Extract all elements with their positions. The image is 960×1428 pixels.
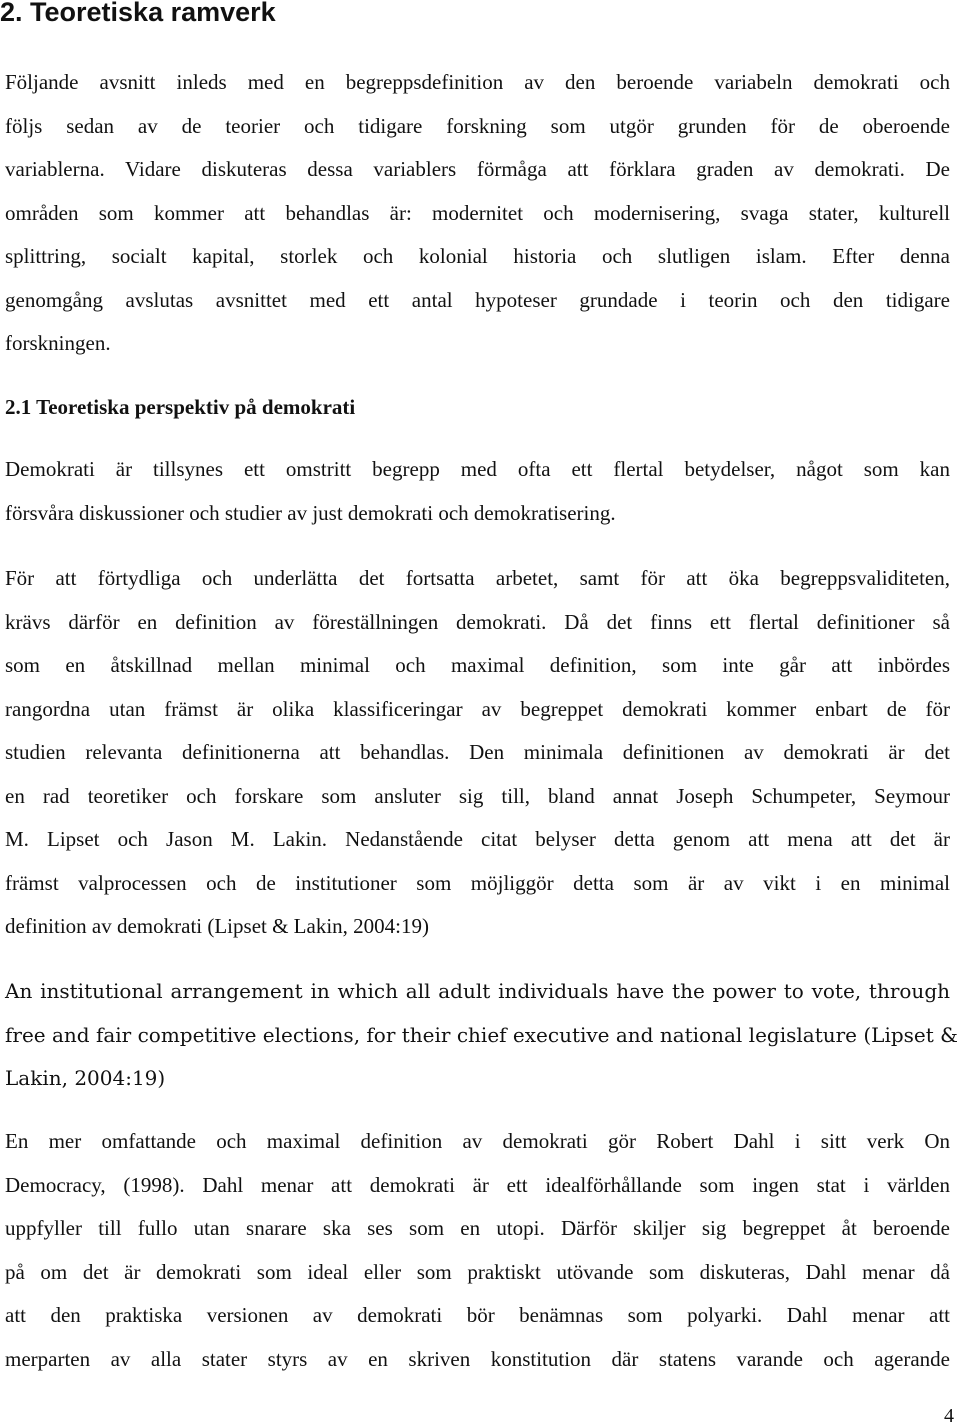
intro-line: forskningen. bbox=[5, 331, 111, 355]
intro-line: variablerna. Vidare diskuteras dessa variablers förmåga att förklara graden av demokrati. De bbox=[5, 157, 950, 181]
subsection-heading: 2.1 Teoretiska perspektiv på demokrati bbox=[5, 395, 356, 419]
block-quote bbox=[5, 970, 958, 1101]
paragraph-line: krävs därför en definition av föreställningen demokrati. Då det finns ett flertal definitioner så bbox=[5, 609, 950, 634]
paragraph-line: En mer omfattande och maximal definition av demokrati gör Robert Dahl i sitt verk On bbox=[5, 1129, 950, 1153]
quote-line: An institutional arrangement in which all adult individuals have the power to vote, through bbox=[5, 979, 950, 1003]
paragraph-line: rangordna utan främst är olika klassificeringar av begreppet demokrati kommer enbart de för bbox=[5, 696, 950, 721]
quote-line: Lakin, 2004:19) bbox=[5, 1066, 166, 1090]
paragraph-line: För att förtydliga och underlätta det fortsatta arbetet, samt för att öka begreppsvaliditeten, bbox=[5, 566, 950, 590]
paragraph-line: försvåra diskussioner och studier av just demokrati och demokratisering. bbox=[5, 500, 616, 525]
paragraph-line: på om det är demokrati som ideal eller som praktiskt utövande som diskuteras, Dahl menar då bbox=[5, 1259, 950, 1284]
paragraph-2 bbox=[5, 557, 950, 949]
intro-line: följs sedan av de teorier och tidigare forskning som utgör grunden för de oberoende bbox=[5, 113, 950, 138]
paragraph-line: definition av demokrati (Lipset & Lakin, 2004:19) bbox=[5, 914, 429, 938]
paragraph-line: studien relevanta definitionerna att behandlas. Den minimala definitionen av demokrati är det bbox=[5, 740, 950, 764]
intro-paragraph bbox=[5, 61, 950, 366]
page-number: 4 bbox=[944, 1405, 954, 1427]
intro-line: Följande avsnitt inleds med en begreppsdefinition av den beroende variabeln demokrati och bbox=[5, 70, 950, 94]
paragraph-line: merparten av alla stater styrs av en skriven konstitution där statens varande och agerande bbox=[5, 1346, 950, 1371]
paragraph-line: Democracy, (1998). Dahl menar att demokrati är ett idealförhållande som ingen stat i världen bbox=[5, 1172, 950, 1197]
quote-line: free and fair competitive elections, for their chief executive and national legislature (Lipset & bbox=[5, 1022, 958, 1047]
paragraph-3 bbox=[5, 1120, 950, 1381]
intro-line: områden som kommer att behandlas är: modernitet och modernisering, svaga stater, kulturell bbox=[5, 200, 950, 225]
paragraph-1 bbox=[5, 448, 950, 535]
paragraph-line: som en åtskillnad mellan minimal och maximal definition, som inte går att inbördes bbox=[5, 653, 950, 677]
paragraph-line: M. Lipset och Jason M. Lakin. Nedanstående citat belyser detta genom att mena att det är bbox=[5, 827, 950, 851]
paragraph-line: att den praktiska versionen av demokrati bör benämnas som polyarki. Dahl menar att bbox=[5, 1303, 950, 1327]
section-heading: 2. Teoretiska ramverk bbox=[0, 0, 276, 27]
intro-line: splittring, socialt kapital, storlek och kolonial historia och slutligen islam. Efter denna bbox=[5, 244, 950, 268]
paragraph-line: uppfyller till fullo utan snarare ska ses som en utopi. Därför skiljer sig begreppet åt beroende bbox=[5, 1216, 950, 1240]
paragraph-line: en rad teoretiker och forskare som ansluter sig till, bland annat Joseph Schumpeter, Seymour bbox=[5, 783, 950, 808]
paragraph-line: främst valprocessen och de institutioner som möjliggör detta som är av vikt i en minimal bbox=[5, 870, 950, 895]
intro-line: genomgång avslutas avsnittet med ett antal hypoteser grundade i teorin och den tidigare bbox=[5, 287, 950, 312]
paragraph-line: Demokrati är tillsynes ett omstritt begrepp med ofta ett flertal betydelser, något som kan bbox=[5, 457, 950, 481]
